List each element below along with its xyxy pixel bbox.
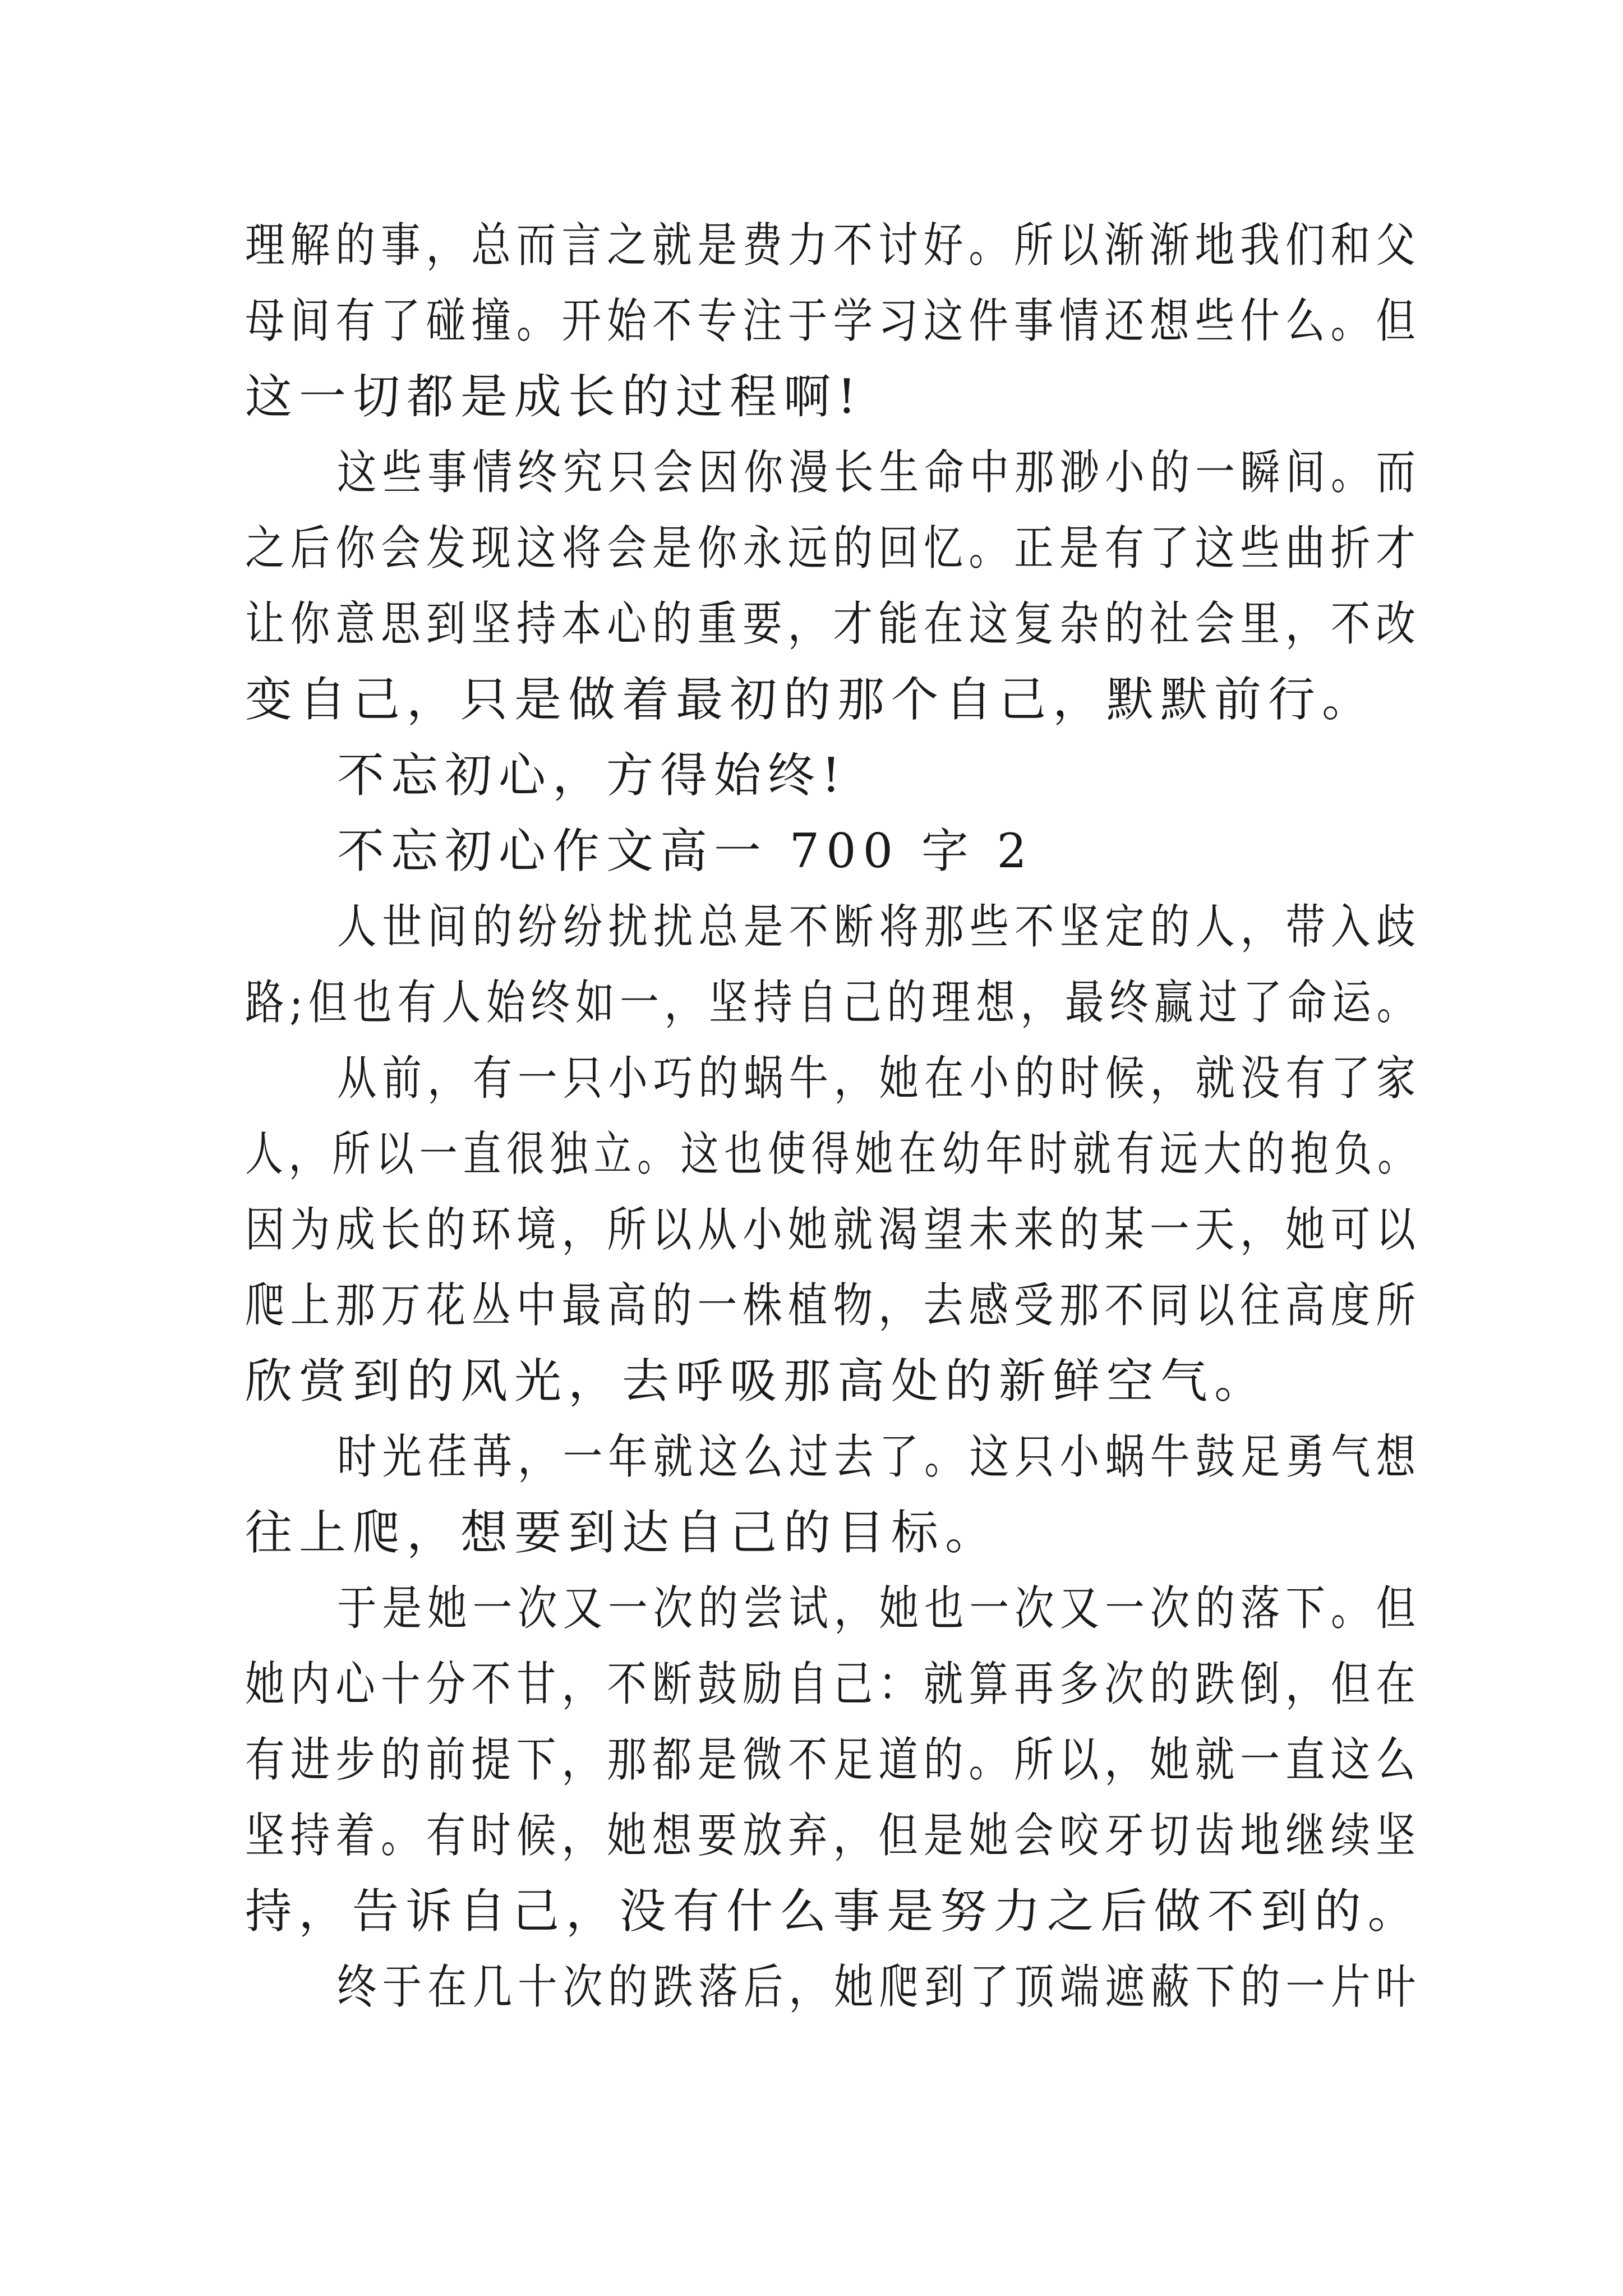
text-line: 不忘初心，方得始终! (337, 748, 847, 803)
text-line: 持，告诉自己，没有什么事是努力之后做不到的。 (245, 1884, 1422, 1939)
text-line: 路;但也有人始终如一，坚持自己的理想，最终赢过了命运。 (245, 975, 1422, 1030)
text-line: 理解的事，总而言之就是费力不讨好。所以渐渐地我们和父 (245, 218, 1421, 273)
text-line: 让你意思到坚持本心的重要，才能在这复杂的社会里，不改 (245, 596, 1421, 651)
text-line: 终于在几十次的跌落后，她爬到了顶端遮蔽下的一片叶 (337, 1959, 1422, 2014)
text-line: 有进步的前提下，那都是微不足道的。所以，她就一直这么 (245, 1732, 1421, 1787)
section-heading: 不忘初心作文高一 700 字 2 (337, 823, 1034, 878)
text-line: 母间有了碰撞。开始不专注于学习这件事情还想些什么。但 (245, 293, 1421, 348)
text-line: 往上爬，想要到达自己的目标。 (245, 1505, 999, 1560)
text-line: 坚持着。有时候，她想要放弃，但是她会咬牙切齿地继续坚 (245, 1808, 1421, 1863)
text-line: 爬上那万花丛中最高的一株植物，去感受那不同以往高度所 (245, 1278, 1421, 1333)
text-line: 人世间的纷纷扰扰总是不断将那些不坚定的人，带入歧 (337, 899, 1422, 954)
text-line: 变自己，只是做着最初的那个自己，默默前行。 (245, 672, 1376, 727)
text-line: 欣赏到的风光，去呼吸那高处的新鲜空气。 (245, 1354, 1269, 1409)
text-line: 从前，有一只小巧的蜗牛，她在小的时候，就没有了家 (337, 1051, 1422, 1106)
text-line: 人，所以一直很独立。这也使得她在幼年时就有远大的抱负。 (245, 1126, 1421, 1181)
text-line: 这一切都是成长的过程啊! (245, 369, 863, 424)
text-line: 于是她一次又一次的尝试，她也一次又一次的落下。但 (337, 1581, 1422, 1636)
text-line: 之后你会发现这将会是你永远的回忆。正是有了这些曲折才 (245, 521, 1421, 576)
text-line: 这些事情终究只会因你漫长生命中那渺小的一瞬间。而 (337, 445, 1422, 500)
text-line: 因为成长的环境，所以从小她就渴望未来的某一天，她可以 (245, 1202, 1421, 1257)
text-line: 时光荏苒，一年就这么过去了。这只小蜗牛鼓足勇气想 (337, 1429, 1422, 1484)
text-line: 她内心十分不甘，不断鼓励自己：就算再多次的跌倒，但在 (245, 1657, 1421, 1711)
